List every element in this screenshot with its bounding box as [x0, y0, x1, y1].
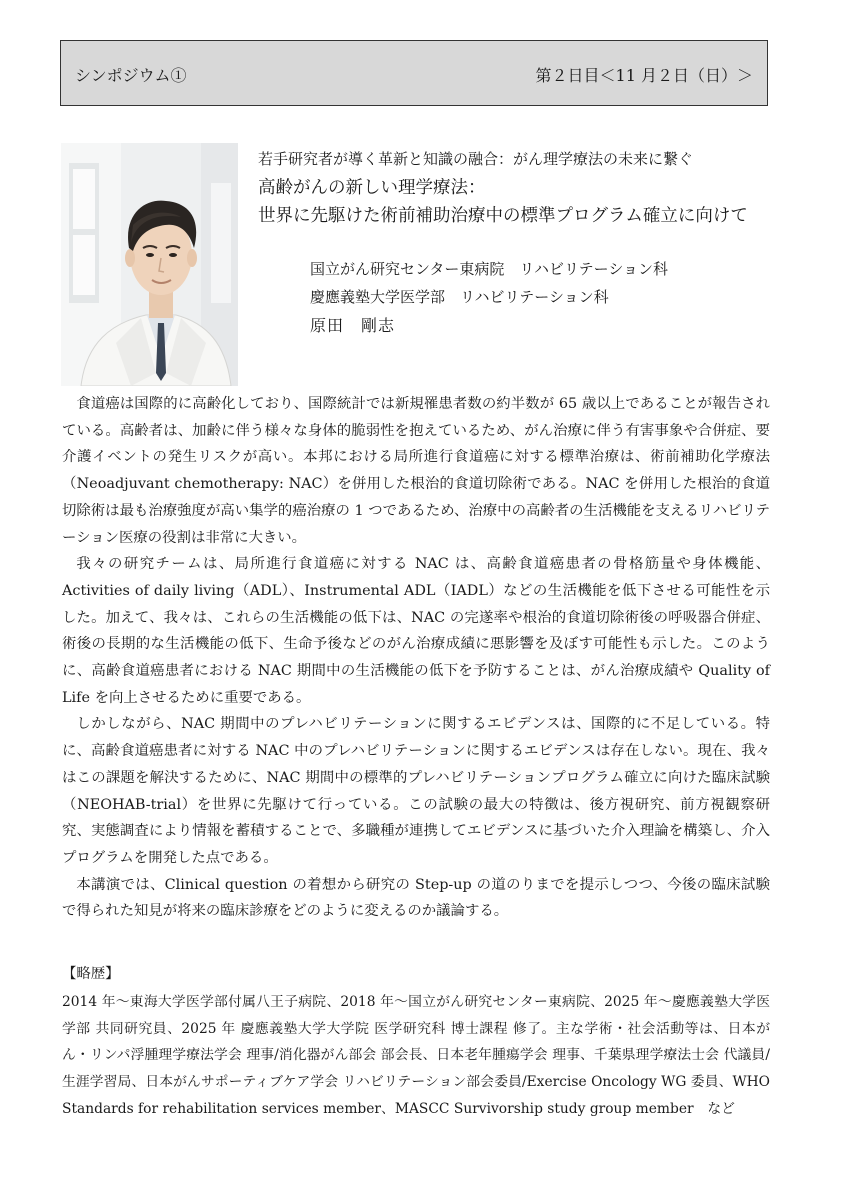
talk-title-line2: 世界に先駆けた術前補助治療中の標準プログラム確立に向けて	[258, 206, 748, 226]
abstract-paragraph: 本講演では、Clinical question の着想から研究の Step-up の道のりまでを提示しつつ、今後の臨床試験で得られた知見が将来の臨床診療をどのように変えるのか議論する。	[62, 876, 770, 920]
abstract-paragraph: 我々の研究チームは、局所進行食道癌に対する NAC は、高齢食道癌患者の骨格筋量や身体機能、Activities of daily living（ADL）、Instrumental ADL（IADL）などの生活機能を低下させる可能性を示した。加えて、我々は、これらの生活機能の低下は、NAC の完遂率や根治的食道切除術後の呼吸器合併症、術後の長期的な生活機能の低下、生命予後などのがん治療成績に悪影響を及ぼす可能性も示した。このように、高齢食道癌患者における NAC 期間中の生活機能の低下を予防することは、がん治療成績や Quality of Life を向上させるために重要である。	[62, 556, 770, 706]
speaker-photo	[61, 143, 238, 386]
abstract-paragraph: しかしながら、NAC 期間中のプレハビリテーションに関するエビデンスは、国際的に不足している。特に、高齢食道癌患者に対する NAC 中のプレハビリテーションに関するエビデンスは存在しない。現在、我々はこの課題を解決するために、NAC 期間中の標準的プレハビリテーションプログラム確立に向けた臨床試験（NEOHAB-trial）を世界に先駆けて行っている。この試験の最大の特徴は、後方視研究、前方視観察研究、実態調査により情報を蓄積することで、多職種が連携してエビデンスに基づいた介入理論を構築し、介入プログラムを開発した点である。	[62, 716, 770, 866]
talk-title-line1: 高齢がんの新しい理学療法：	[258, 178, 486, 198]
session-date: 第２日目＜11 月２日（日）＞	[535, 66, 753, 85]
session-header	[60, 40, 768, 106]
speaker-affiliation-1: 国立がん研究センター東病院 リハビリテーション科	[310, 260, 669, 278]
abstract-body	[62, 391, 770, 925]
session-label: シンポジウム①	[75, 66, 187, 85]
career-heading: 【略歴】	[62, 966, 120, 982]
speaker-affiliation-2: 慶應義塾大学医学部 リハビリテーション科	[310, 288, 609, 306]
speaker-name: 原田 剛志	[310, 316, 396, 335]
abstract-paragraph: 食道癌は国際的に高齢化しており、国際統計では新規罹患者数の約半数が 65 歳以上であることが報告されている。高齢者は、加齢に伴う様々な身体的脆弱性を抱えているため、がん治療に伴う有害事象や合併症、要介護イベントの発生リスクが高い。本邦における局所進行食道癌に対する標準治療は、術前補助化学療法（Neoadjuvant chemotherapy: NAC）を併用した根治的食道切除術である。NAC を併用した根治的食道切除術は最も治療強度が高い集学的癌治療の 1 つであるため、治療中の高齢者の生活機能を支えるリハビリテーション医療の役割は非常に大きい。	[62, 396, 770, 546]
career-text: 2014 年〜東海大学医学部付属八王子病院、2018 年〜国立がん研究センター東病院、2025 年〜慶應義塾大学医学部 共同研究員、2025 年 慶應義塾大学大学院 医学研究科 博士課程 修了。主な学術・社会活動等は、日本がん・リンパ浮腫理学療法学会 理事/消化器がん部会 部会長、日本老年腫瘍学会 理事、千葉県理学療法士会 代議員/生涯学習局、日本がんサポーティブケア学会 リハビリテーション部会委員/Exercise Oncology WG 委員、WHO Standards for rehabilitation services member、MASCC Survivorship study group member など	[62, 994, 770, 1117]
talk-subtitle: 若手研究者が導く革新と知識の融合：がん理学療法の未来に繋ぐ	[258, 150, 694, 168]
